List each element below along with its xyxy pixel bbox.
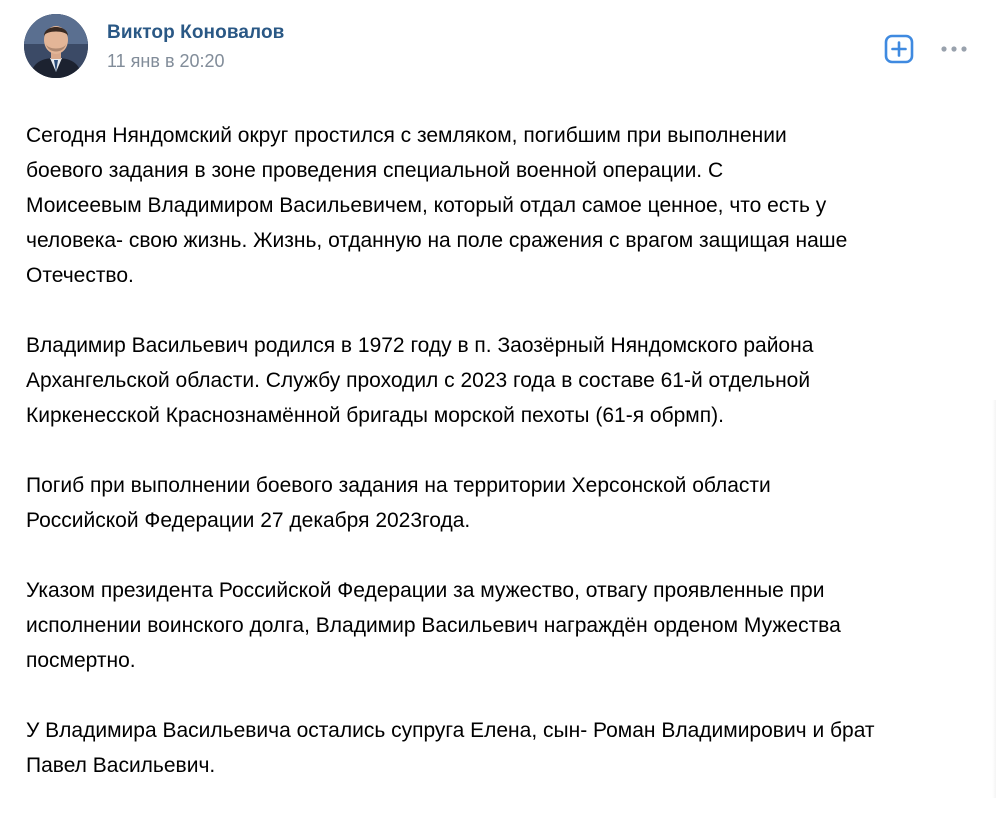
more-actions-button[interactable] <box>938 34 970 64</box>
user-avatar-icon <box>24 14 88 78</box>
post-paragraph: Сегодня Няндомский округ простился с земляком, погибшим при выполнении боевого задания в зоне проведения специальной военной операции. С Моисеевым Владимиром Васильевичем, который отдал самое ценное, что есть у человека- свою жизнь. Жизнь, отданную на поле сражения с врагом защищая наше Отечество. <box>26 124 848 287</box>
post-paragraph: Владимир Васильевич родился в 1972 году в п. Заозёрный Няндомского района Архангельской области. Службу проходил с 2023 года в составе 61-й отдельной Киркенесской Краснознамённой бригады морской пехоты (61-я обрмп). <box>26 334 814 427</box>
plus-square-icon <box>884 34 914 64</box>
author-name-link[interactable]: Виктор Коновалов <box>107 22 285 43</box>
add-to-bookmarks-button[interactable] <box>884 34 914 64</box>
post-paragraph: Погиб при выполнении боевого задания на территории Херсонской области Российской Федерации 27 декабря 2023года. <box>26 474 771 532</box>
post-text <box>26 118 976 818</box>
post-paragraph: Указом президента Российской Федерации за мужество, отвагу проявленные при исполнении воинского долга, Владимир Васильевич награждён орденом Мужества посмертно. <box>26 579 841 672</box>
more-horizontal-icon <box>938 34 970 64</box>
post-header <box>24 14 974 80</box>
post-date-link[interactable]: 11 янв в 20:20 <box>107 51 225 71</box>
scroll-edge-shadow <box>992 400 996 798</box>
post-paragraph: У Владимира Васильевича остались супруга Елена, сын- Роман Владимирович и брат Павел Васильевич. <box>26 719 875 777</box>
author-avatar[interactable] <box>24 14 88 78</box>
